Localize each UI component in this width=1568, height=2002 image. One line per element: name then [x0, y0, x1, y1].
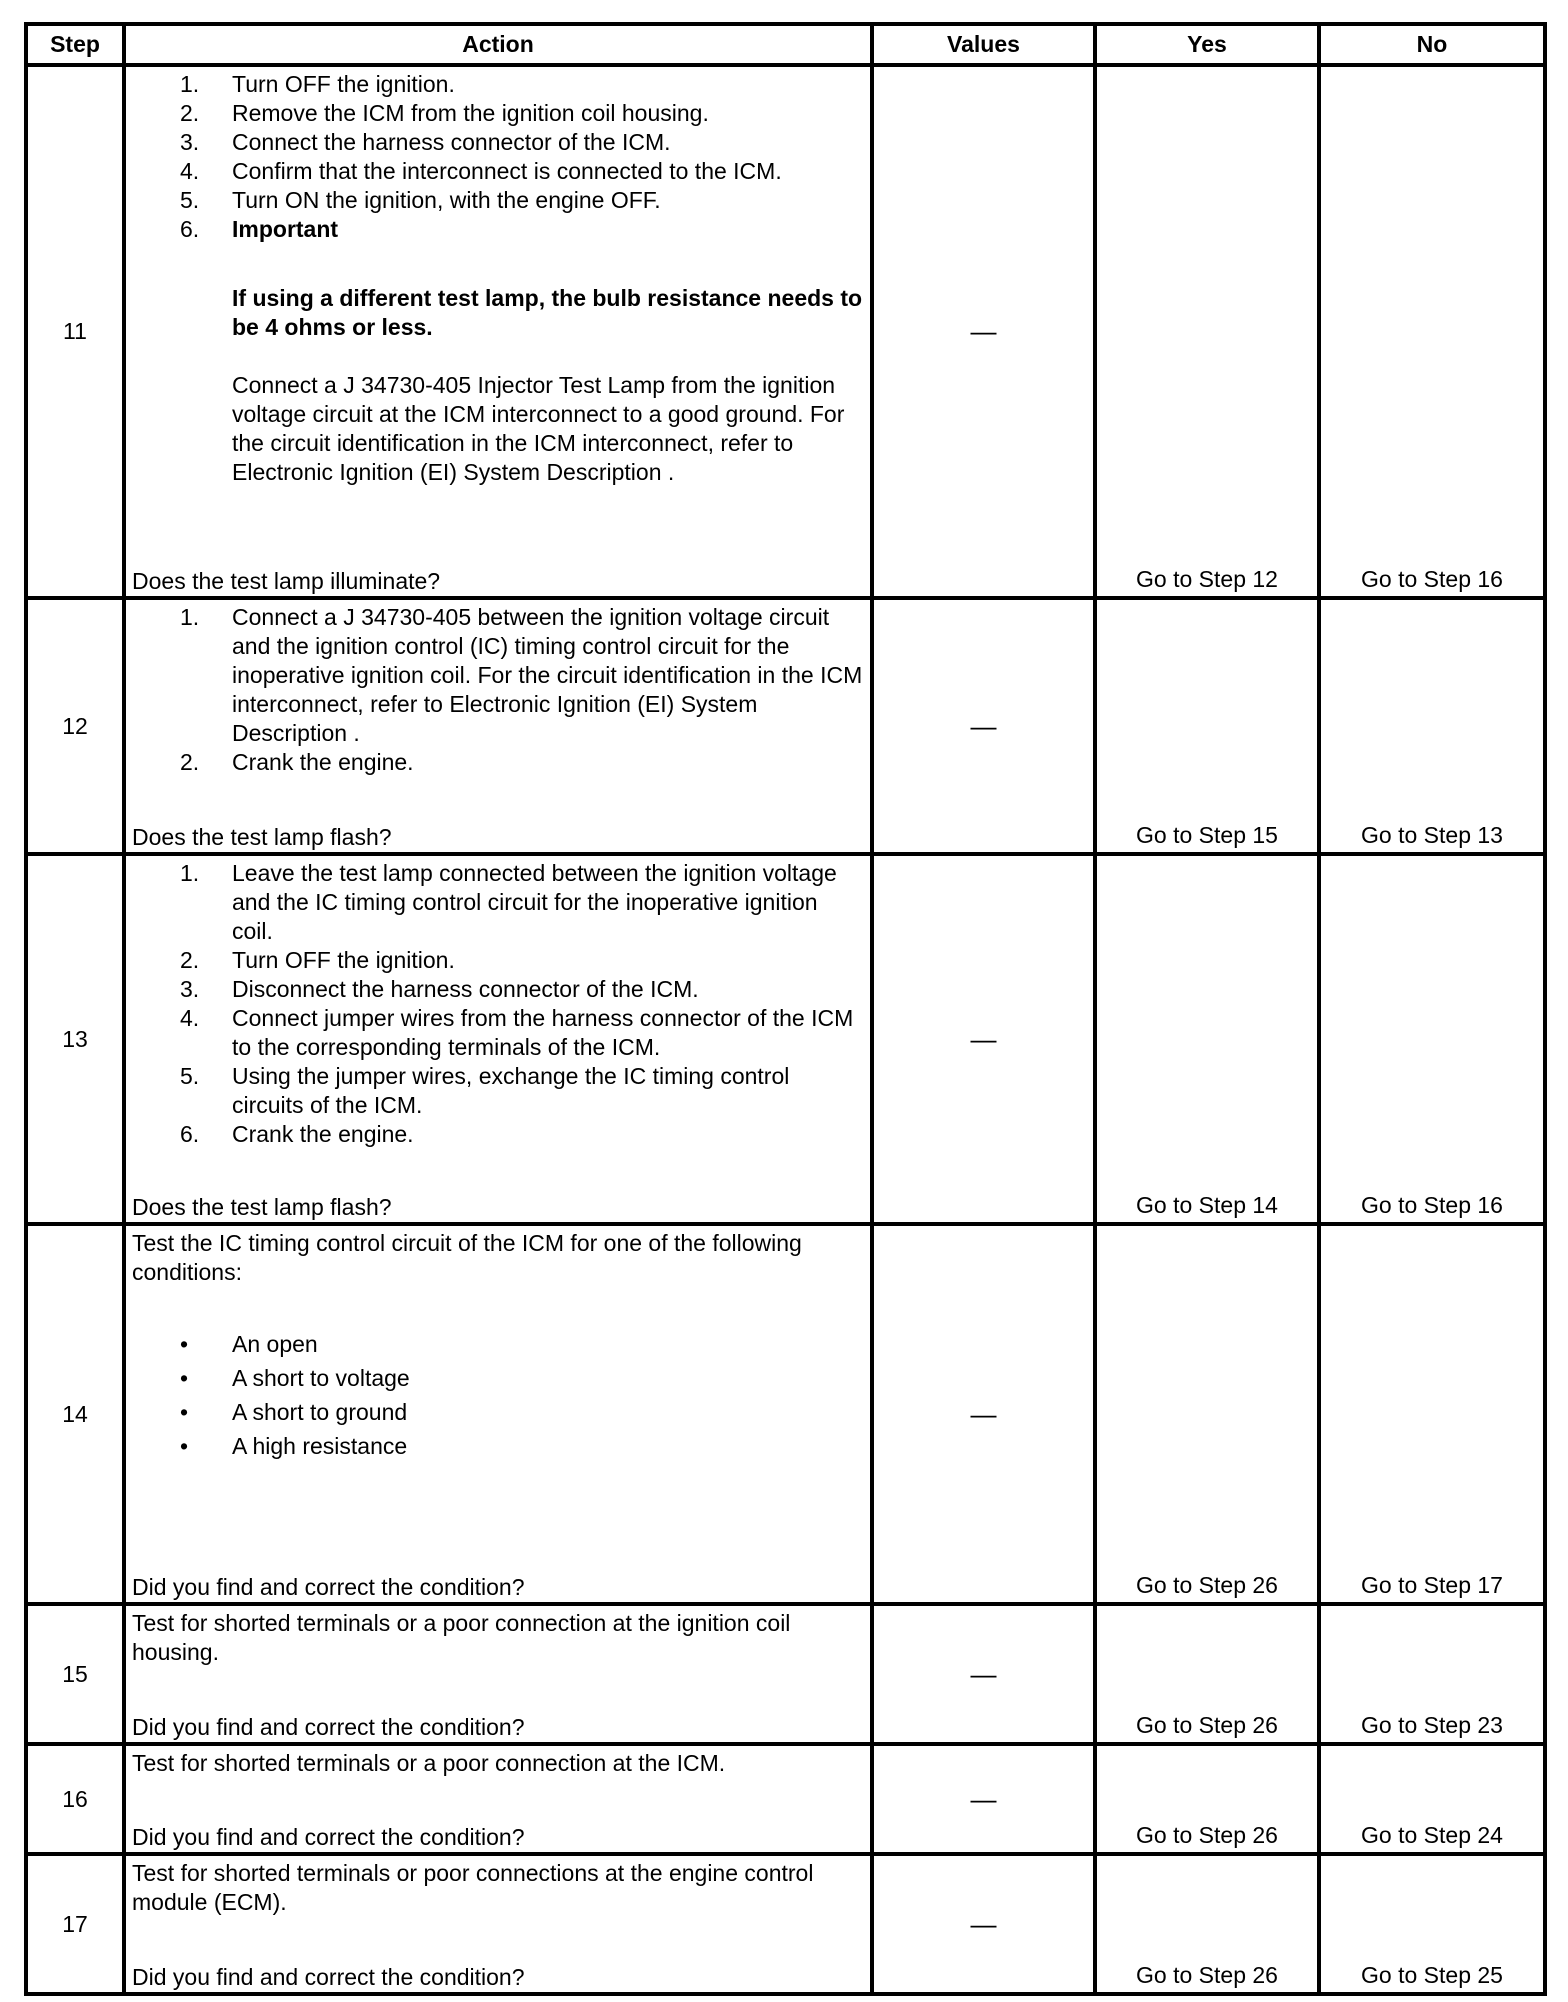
header-action: Action — [124, 24, 872, 65]
yes-link[interactable]: Go to Step 26 — [1095, 1604, 1319, 1744]
step-number: 14 — [26, 1224, 124, 1604]
list-item — [132, 128, 864, 157]
list-item — [132, 859, 864, 946]
list-item — [132, 946, 864, 975]
question-text: Does the test lamp illuminate? — [132, 568, 441, 594]
list-item — [132, 186, 864, 215]
table-row — [26, 1604, 1545, 1744]
no-link[interactable]: Go to Step 23 — [1319, 1604, 1545, 1744]
no-link[interactable]: Go to Step 16 — [1319, 65, 1545, 598]
table-row — [26, 854, 1545, 1224]
item-text: Turn ON the ignition, with the engine OFF. — [232, 187, 661, 213]
item-number: 5. — [180, 187, 200, 213]
yes-link[interactable]: Go to Step 15 — [1095, 598, 1319, 854]
item-text: Disconnect the harness connector of the ICM. — [232, 976, 699, 1002]
item-text: Confirm that the interconnect is connected to the ICM. — [232, 158, 782, 184]
list-item — [132, 1062, 864, 1120]
action-cell — [124, 854, 872, 1224]
item-text: A short to voltage — [232, 1365, 410, 1391]
action-steps — [132, 70, 864, 244]
action-steps — [132, 603, 864, 777]
list-item — [132, 70, 864, 99]
table-row — [26, 1744, 1545, 1854]
step-number: 12 — [26, 598, 124, 854]
list-item — [132, 603, 864, 748]
header-values: Values — [872, 24, 1095, 65]
table-row — [26, 1854, 1545, 1994]
item-number: 6. — [180, 216, 200, 242]
item-number: 4. — [180, 1005, 200, 1031]
no-link[interactable]: Go to Step 17 — [1319, 1224, 1545, 1604]
yes-link[interactable]: Go to Step 26 — [1095, 1224, 1319, 1604]
list-item — [132, 1327, 864, 1361]
step-number: 17 — [26, 1854, 124, 1994]
item-text: Connect jumper wires from the harness connector of the ICM to the corresponding terminals of the ICM. — [232, 1005, 854, 1060]
yes-link[interactable]: Go to Step 12 — [1095, 65, 1319, 598]
action-cell — [124, 1224, 872, 1604]
action-cell — [124, 65, 872, 598]
item-text: Connect a J 34730-405 between the ignition voltage circuit and the ignition control (IC) timing control circuit for the inoperative ignition coil. For the circuit identification in the ICM interconnect, refer to Electronic Ignition (EI) System Description . — [232, 604, 863, 746]
item-text: Crank the engine. — [232, 749, 414, 775]
header-yes: Yes — [1095, 24, 1319, 65]
item-text: Remove the ICM from the ignition coil housing. — [232, 100, 709, 126]
list-item — [132, 1429, 864, 1463]
question-text: Does the test lamp flash? — [132, 1194, 392, 1220]
no-link[interactable]: Go to Step 25 — [1319, 1854, 1545, 1994]
question-text: Did you find and correct the condition? — [132, 1714, 525, 1740]
step-number: 16 — [26, 1744, 124, 1854]
item-number: 1. — [180, 71, 200, 97]
values-cell: — — [872, 598, 1095, 854]
item-number: 5. — [180, 1063, 200, 1089]
intro-text: Test the IC timing control circuit of the ICM for one of the following conditions: — [132, 1230, 802, 1285]
item-text: Crank the engine. — [232, 1121, 414, 1147]
no-link[interactable]: Go to Step 16 — [1319, 854, 1545, 1224]
question-text: Did you find and correct the condition? — [132, 1574, 525, 1600]
item-text: An open — [232, 1331, 318, 1357]
header-row — [26, 24, 1545, 65]
question-text: Did you find and correct the condition? — [132, 1964, 525, 1990]
question-text: Did you find and correct the condition? — [132, 1824, 525, 1850]
list-item — [132, 1004, 864, 1062]
yes-link[interactable]: Go to Step 14 — [1095, 854, 1319, 1224]
item-text: A short to ground — [232, 1399, 408, 1425]
no-link[interactable]: Go to Step 13 — [1319, 598, 1545, 854]
bullet-icon: • — [180, 1433, 189, 1459]
table-row — [26, 65, 1545, 598]
bullet-icon: • — [180, 1365, 189, 1391]
action-cell — [124, 598, 872, 854]
item-number: 6. — [180, 1121, 200, 1147]
item-text: Turn OFF the ignition. — [232, 71, 455, 97]
yes-link[interactable]: Go to Step 26 — [1095, 1744, 1319, 1854]
step-number: 15 — [26, 1604, 124, 1744]
values-cell: — — [872, 1604, 1095, 1744]
list-item — [132, 975, 864, 1004]
bullet-icon: • — [180, 1331, 189, 1357]
action-cell — [124, 1854, 872, 1994]
item-number: 4. — [180, 158, 200, 184]
header-no: No — [1319, 24, 1545, 65]
list-item — [132, 1361, 864, 1395]
action-steps — [132, 859, 864, 1149]
item-text: Leave the test lamp connected between the ignition voltage and the IC timing control circuit for the inoperative ignition coil. — [232, 860, 837, 944]
item-number: 3. — [180, 129, 200, 155]
values-cell: — — [872, 854, 1095, 1224]
intro-text: Test for shorted terminals or a poor connection at the ICM. — [132, 1750, 726, 1776]
values-cell: — — [872, 1744, 1095, 1854]
list-item — [132, 1395, 864, 1429]
no-link[interactable]: Go to Step 24 — [1319, 1744, 1545, 1854]
list-item — [132, 99, 864, 128]
yes-link[interactable]: Go to Step 26 — [1095, 1854, 1319, 1994]
item-number: 3. — [180, 976, 200, 1002]
item-number: 2. — [180, 100, 200, 126]
action-cell — [124, 1744, 872, 1854]
values-cell: — — [872, 1224, 1095, 1604]
step-number: 13 — [26, 854, 124, 1224]
list-item — [132, 748, 864, 777]
intro-text: Test for shorted terminals or a poor connection at the ignition coil housing. — [132, 1610, 791, 1665]
list-item — [132, 1120, 864, 1149]
item-number: 1. — [180, 860, 200, 886]
important-label: Important — [232, 216, 339, 242]
item-text: Turn OFF the ignition. — [232, 947, 455, 973]
condition-list — [132, 1327, 864, 1463]
item-text: Connect the harness connector of the ICM. — [232, 129, 671, 155]
list-item — [132, 157, 864, 186]
table-row — [26, 1224, 1545, 1604]
list-item — [132, 215, 864, 244]
question-text: Does the test lamp flash? — [132, 824, 392, 850]
bullet-icon: • — [180, 1399, 189, 1425]
action-cell — [124, 1604, 872, 1744]
item-number: 2. — [180, 947, 200, 973]
values-cell: — — [872, 1854, 1095, 1994]
step-number: 11 — [26, 65, 124, 598]
diagnostic-table — [24, 22, 1547, 1996]
item-number: 1. — [180, 604, 200, 630]
item-number: 2. — [180, 749, 200, 775]
intro-text: Test for shorted terminals or poor connections at the engine control module (ECM). — [132, 1860, 814, 1915]
header-step: Step — [26, 24, 124, 65]
detail-text: Connect a J 34730-405 Injector Test Lamp from the ignition voltage circuit at the ICM interconnect to a good ground. For the circuit identification in the ICM interconnect, refer to Electronic Ignition (EI) System Description . — [232, 372, 845, 485]
item-text: A high resistance — [232, 1433, 408, 1459]
item-text: Using the jumper wires, exchange the IC timing control circuits of the ICM. — [232, 1063, 790, 1118]
important-note: If using a different test lamp, the bulb resistance needs to be 4 ohms or less. — [232, 285, 863, 340]
values-cell: — — [872, 65, 1095, 598]
table-row — [26, 598, 1545, 854]
